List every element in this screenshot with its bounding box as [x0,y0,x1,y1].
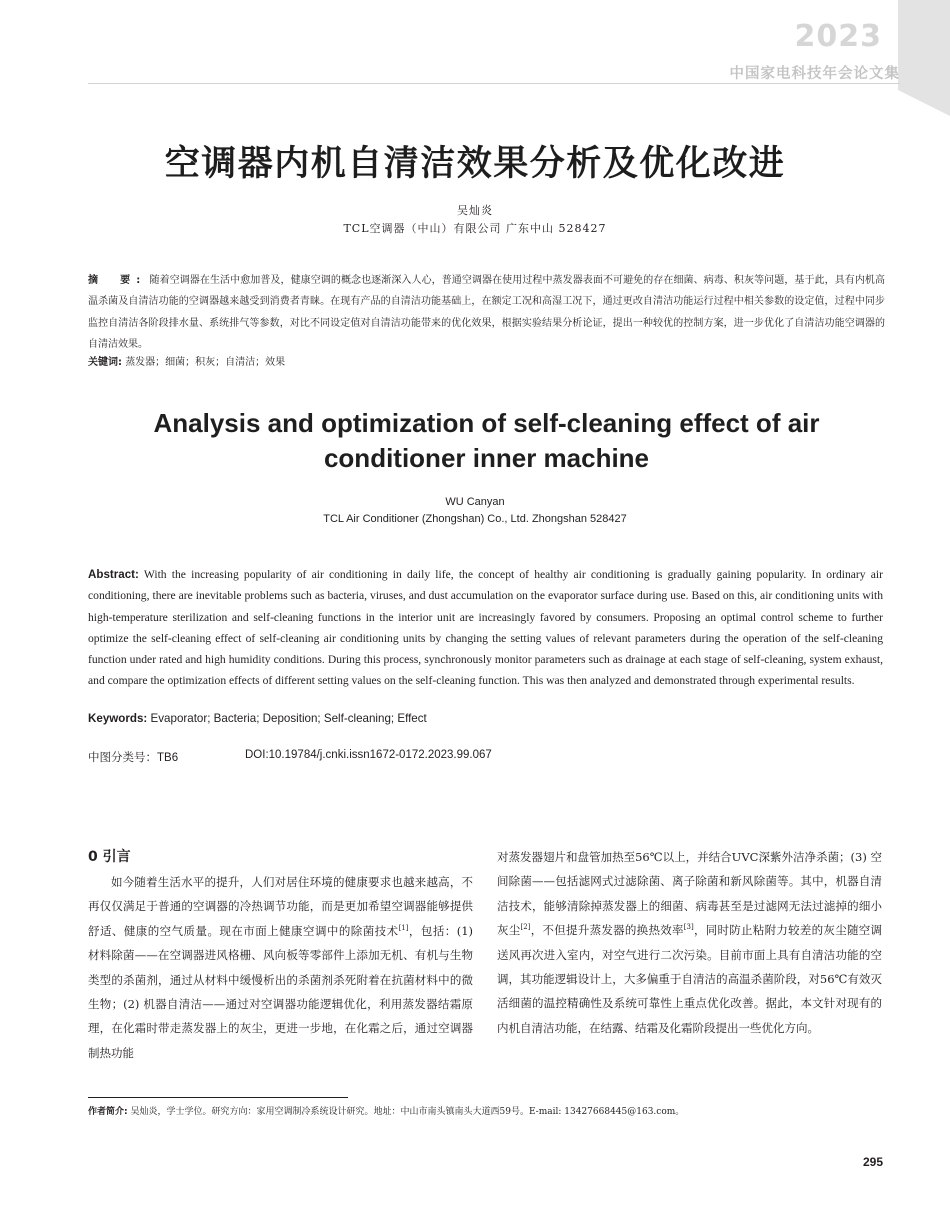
paper-title-en: Analysis and optimization of self-cleaning effect of air conditioner inner machine [153,408,820,473]
intro-text-part-3: 对蒸发器翅片和盘管加热至56℃以上，并结合UVC深紫外洁净杀菌；(3) 空间除菌——包括滤网式过滤除菌、离子除菌和新风除菌等。其中，机器自清洁技术，能够清除掉蒸发器上的细菌、病毒甚至是过滤网无法过滤掉的细小灰尘 [497,850,882,938]
intro-paragraph-continued [497,845,882,1040]
corner-fold-decoration [898,0,950,116]
abstract-en-text: With the increasing popularity of air conditioning in daily life, the concept of healthy air conditioning is gradually gaining popularity. In ordinary air conditioning, there are inevitable problems such as bacteria, viruses, and dust accumulation on the evaporator surface during use. Based on this, air conditioning units with high-temperature sterilization and self-cleaning functions in the interior unit are increasingly favored by consumers. Proposing an optimal control scheme to further optimize the self-cleaning effect of self-cleaning air conditioning units by changing the setting values of relevant parameters during the operation of the self-cleaning function under rated and high humidity conditions. During this process, synchronously monitor parameters such as drainage at each stage of self-cleaning, system exhaust, and compare the optimization effects of different setting values on the self-cleaning function. This was then analyzed and demonstrated through experimental results. [88,568,883,688]
keywords-cn-label: 关键词: [88,357,122,368]
paper-title-cn: 空调器内机自清洁效果分析及优化改进 [164,144,786,184]
intro-text-part-2: ，包括：(1) 材料除菌——在空调器进风格栅、风向板等零部件上添加无机、有机与生物类型的杀菌剂，通过从材料中缓慢析出的杀菌剂杀死附着在抗菌材料中的微生物；(2) 机器自清洁——通过对空调器功能逻辑优化，利用蒸发器结霜原理，在化霜时带走蒸发器上的灰尘，更进一步地，在化霜之后，通过空调器制热功能 [88,923,473,1060]
intro-text-part-1: 如今随着生活水平的提升，人们对居住环境的健康要求也越来越高，不再仅仅满足于普通的空调器的冷热调节功能，而是更加希望空调器能够提供舒适、健康的空气质量。现在市面上健康空调中的除菌技术 [88,875,473,938]
keywords-cn-text: 蒸发器；细菌；积灰；自清洁；效果 [125,357,286,368]
page-number: 295 [862,1155,883,1169]
header-year: 2023 [794,19,882,54]
affiliation-en: TCL Air Conditioner (Zhongshan) Co., Ltd. Zhongshan 528427 [323,513,627,525]
classification-number: 中图分类号：TB6 [88,752,179,764]
doi: DOI:10.19784/j.cnki.issn1672-0172.2023.99.067 [245,749,492,761]
footnote-text: 吴灿炎，学士学位。研究方向：家用空调制冷系统设计研究。地址：中山市南头镇南头大道西59号。E-mail: 13427668445@163.com。 [130,1107,685,1117]
intro-text-part-4: ，不但提升蒸发器的换热效率 [530,923,684,938]
author-en: WU Canyan [445,496,505,508]
keywords-cn [88,352,885,373]
footnote-divider [88,1097,348,1098]
abstract-en [88,564,883,692]
abstract-cn-label: 摘 要: [88,275,147,286]
keywords-en-text: Evaporator; Bacteria; Deposition; Self-cleaning; Effect [150,712,427,725]
section-heading-introduction: 0 引言 [88,849,131,865]
intro-text-part-5: ，同时防止粘附力较差的灰尘随空调送风再次进入室内，对空气进行二次污染。目前市面上具有自清洁功能的空调，其功能逻辑设计上，大多偏重于自清洁的高温杀菌阶段，对56℃有效灭活细菌的温控精确性及系统可靠性上重点优化改善。据此，本文针对现有的内机自清洁功能，在结露、结霜及化霜阶段提出一些优化方向。 [497,923,883,1035]
keywords-en-label: Keywords: [88,712,148,725]
citation-ref-3: [3] [683,923,694,932]
header-divider [88,83,900,84]
citation-ref-2: [2] [520,923,531,932]
keywords-en [88,708,883,729]
abstract-cn [88,270,885,355]
author-footnote [88,1104,684,1117]
author-cn: 吴灿炎 [457,204,493,217]
header-proceedings-title: 中国家电科技年会论文集 [729,66,900,82]
affiliation-cn: TCL空调器（中山）有限公司 广东中山 528427 [343,222,607,235]
intro-paragraph-1 [88,870,473,1065]
body-column-left [88,845,473,1065]
body-column-right [497,845,882,1040]
abstract-cn-text: 随着空调器在生活中愈加普及，健康空调的概念也逐渐深入人心，普通空调器在使用过程中蒸发器表面不可避免的存在细菌、病毒、积灰等问题，基于此，具有内机高温杀菌及自清洁功能的空调器越来越受到消费者青睐。在现有产品的自清洁功能基础上，在额定工况和高湿工况下，通过更改自清洁功能运行过程中相关参数的设定值，过程中同步监控自清洁各阶段排水量、系统排气等参数，对比不同设定值对自清洁功能带来的优化效果，根据实验结果分析论证，提出一种较优的控制方案，进一步优化了自清洁功能空调器的自清洁效果。 [88,275,886,350]
citation-ref-1: [1] [398,923,409,932]
footnote-label: 作者简介: [88,1107,128,1117]
abstract-en-label: Abstract: [88,568,139,581]
